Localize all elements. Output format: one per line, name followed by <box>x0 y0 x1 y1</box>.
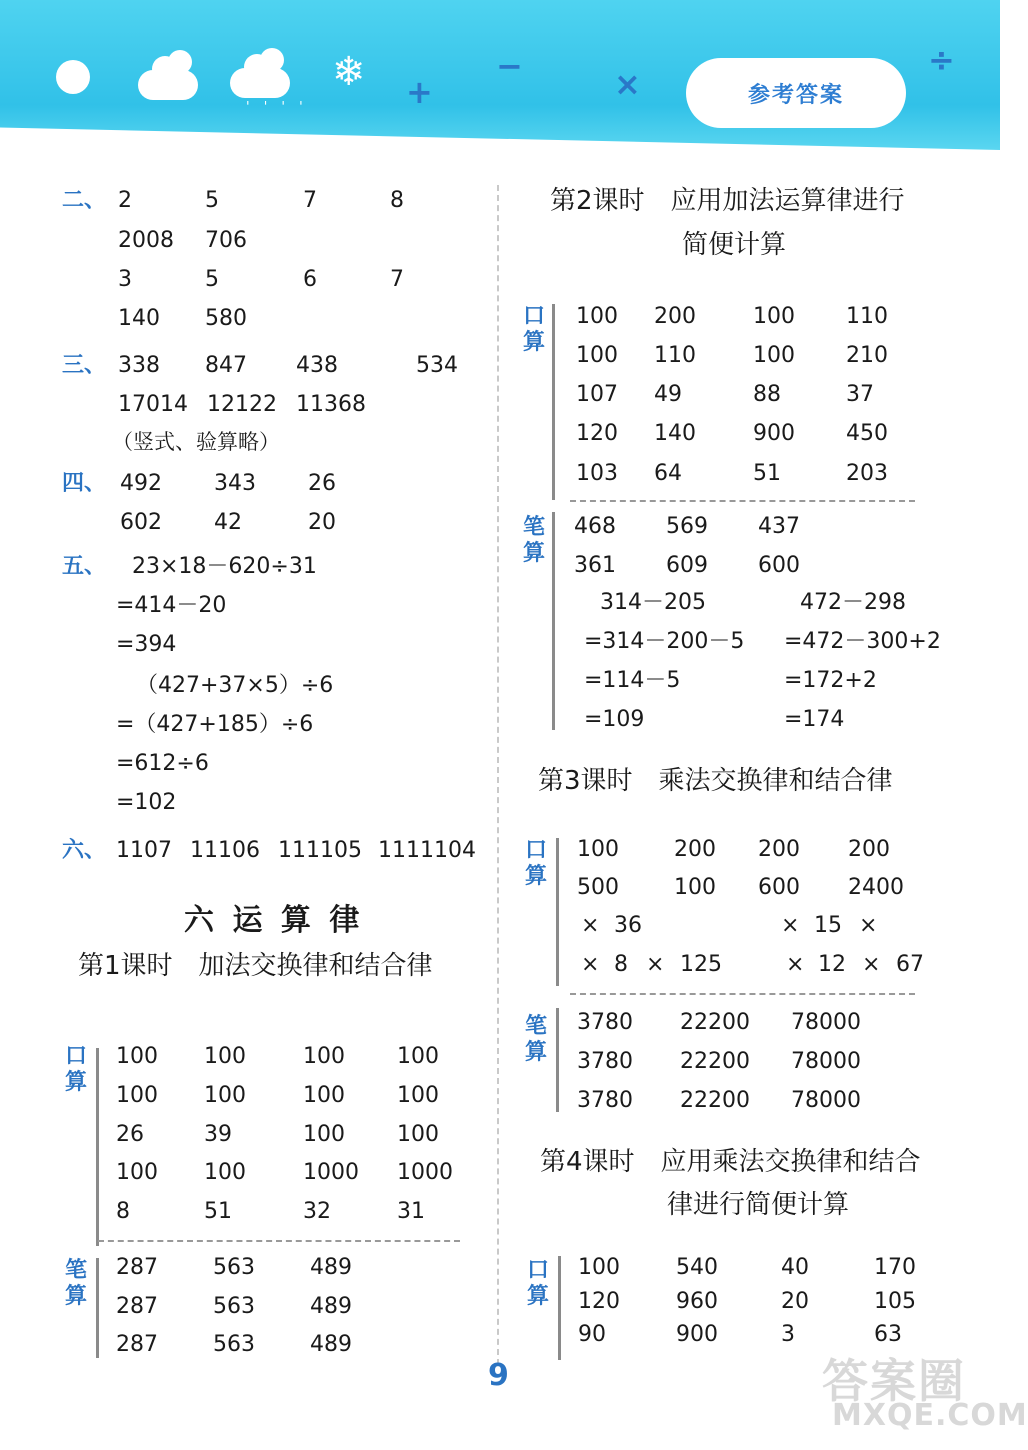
answer-value: 78000 <box>791 1049 861 1074</box>
answer-value: 100 <box>116 1160 158 1185</box>
answer-value: 100 <box>753 304 795 329</box>
equation-line: =109 <box>584 707 645 732</box>
equation-line: =102 <box>116 790 177 815</box>
minus-icon: − <box>496 47 523 85</box>
answer-value: 960 <box>676 1289 718 1314</box>
sun-icon <box>56 60 90 94</box>
answer-value: 51 <box>204 1199 232 1224</box>
answer-value: 343 <box>214 471 256 496</box>
answer-value: 111105 <box>278 838 362 863</box>
answer-value: 140 <box>654 421 696 446</box>
answer-value: 100 <box>303 1122 345 1147</box>
answer-value: 105 <box>874 1289 916 1314</box>
answer-value: 2008 <box>118 228 174 253</box>
answer-value: 39 <box>204 1122 232 1147</box>
answer-value: 120 <box>578 1289 620 1314</box>
section-separator <box>570 500 915 502</box>
written-calc-label: 笔 算 <box>522 515 545 566</box>
answer-value: 42 <box>214 510 242 535</box>
lesson-4-title-cont: 律进行简便计算 <box>667 1190 850 1220</box>
answer-value: 100 <box>397 1083 439 1108</box>
answer-value: 3780 <box>577 1049 633 1074</box>
answer-value: 200 <box>848 837 890 862</box>
answer-value: 100 <box>576 304 618 329</box>
fill-symbol: × <box>581 952 600 977</box>
answer-value: 88 <box>753 382 781 407</box>
answer-value: 563 <box>213 1294 255 1319</box>
answer-value: 103 <box>576 461 618 486</box>
fill-value: 12 <box>818 952 846 977</box>
answer-value: 78000 <box>791 1088 861 1113</box>
written-calc-label: 笔 算 <box>64 1258 87 1309</box>
fill-value: 125 <box>680 952 722 977</box>
answer-value: 120 <box>576 421 618 446</box>
answer-value: 22200 <box>680 1010 750 1035</box>
answer-value: 563 <box>213 1332 255 1357</box>
answer-value: 51 <box>753 461 781 486</box>
answer-value: 492 <box>120 471 162 496</box>
answer-value: 3780 <box>577 1010 633 1035</box>
equation-line: （427+37×5）÷6 <box>136 673 334 698</box>
answer-value: 100 <box>397 1044 439 1069</box>
answer-value: 2 <box>118 188 132 213</box>
answer-value: 500 <box>577 875 619 900</box>
watermark-logo: 答案圈 <box>822 1354 966 1408</box>
lesson-2-title: 第2课时 应用加法运算律进行 <box>550 186 905 216</box>
equation-line: =414－20 <box>116 593 227 618</box>
answer-value: 100 <box>204 1083 246 1108</box>
answer-value: 1000 <box>397 1160 453 1185</box>
oral-calc-label: 口 算 <box>526 1258 549 1309</box>
lesson-1-title: 第1课时 加法交换律和结合律 <box>78 951 433 981</box>
answer-value: 100 <box>674 875 716 900</box>
equation-line: 23×18－620÷31 <box>132 554 317 579</box>
fill-symbol: × <box>862 952 881 977</box>
answer-value: 569 <box>666 514 708 539</box>
answer-value: 580 <box>205 306 247 331</box>
fill-value: 8 <box>614 952 628 977</box>
column-divider <box>497 185 499 1365</box>
answer-value: 11106 <box>190 838 260 863</box>
answer-key-badge <box>686 58 906 128</box>
equation-line: =（427+185）÷6 <box>116 712 314 737</box>
answer-value: 40 <box>781 1255 809 1280</box>
cloud-icon <box>138 70 198 100</box>
answer-value: 26 <box>116 1122 144 1147</box>
answer-value: 200 <box>674 837 716 862</box>
page-number: 9 <box>488 1358 509 1393</box>
answer-value: 22200 <box>680 1049 750 1074</box>
answer-value: 600 <box>758 875 800 900</box>
answer-value: 489 <box>310 1255 352 1280</box>
section-5-marker: 五、 <box>62 554 107 579</box>
plus-icon: + <box>406 73 433 111</box>
fill-symbol: × <box>786 952 805 977</box>
equation-line: =472－300+2 <box>784 629 941 654</box>
answer-value: 12122 <box>207 392 277 417</box>
answer-value: 64 <box>654 461 682 486</box>
answer-value: 438 <box>296 353 338 378</box>
answer-value: 602 <box>120 510 162 535</box>
answer-value: 5 <box>205 267 219 292</box>
answer-value: 540 <box>676 1255 718 1280</box>
answer-value: 2400 <box>848 875 904 900</box>
fill-value: 67 <box>896 952 924 977</box>
equation-line: 314－205 <box>600 590 706 615</box>
answer-value: 287 <box>116 1255 158 1280</box>
answer-value: 600 <box>758 553 800 578</box>
answer-value: 100 <box>116 1044 158 1069</box>
bracket-line <box>556 838 559 986</box>
answer-value: 847 <box>205 353 247 378</box>
section-3-marker: 三、 <box>62 353 107 378</box>
equation-line: =394 <box>116 632 177 657</box>
equation-line: =612÷6 <box>116 751 209 776</box>
answer-value: 140 <box>118 306 160 331</box>
answer-key-label: 参考答案 <box>747 82 844 108</box>
answer-value: 110 <box>654 343 696 368</box>
bracket-line <box>558 1256 561 1360</box>
note-text: （竖式、验算略） <box>112 430 280 454</box>
answer-value: 609 <box>666 553 708 578</box>
times-icon: × <box>614 65 641 103</box>
answer-value: 287 <box>116 1332 158 1357</box>
answer-value: 32 <box>303 1199 331 1224</box>
answer-value: 8 <box>116 1199 130 1224</box>
section-4-marker: 四、 <box>62 471 107 496</box>
answer-value: 63 <box>874 1322 902 1347</box>
answer-value: 210 <box>846 343 888 368</box>
answer-value: 3 <box>781 1322 795 1347</box>
answer-value: 900 <box>753 421 795 446</box>
answer-value: 489 <box>310 1332 352 1357</box>
oral-calc-label: 口 算 <box>64 1044 87 1095</box>
bracket-line <box>556 1008 559 1112</box>
answer-value: 1000 <box>303 1160 359 1185</box>
answer-value: 100 <box>753 343 795 368</box>
snowflake-icon: ❄ <box>332 49 366 95</box>
answer-value: 31 <box>397 1199 425 1224</box>
section-separator <box>98 1240 460 1242</box>
fill-symbol: × <box>781 913 800 938</box>
watermark-url: MXQE.COM <box>832 1398 1028 1433</box>
answer-value: 49 <box>654 382 682 407</box>
answer-value: 100 <box>303 1044 345 1069</box>
answer-value: 20 <box>781 1289 809 1314</box>
lesson-3-title: 第3课时 乘法交换律和结合律 <box>538 766 893 796</box>
lesson-4-title: 第4课时 应用乘法交换律和结合 <box>540 1147 921 1177</box>
section-2-marker: 二、 <box>62 188 107 213</box>
answer-value: 7 <box>390 267 404 292</box>
answer-value: 450 <box>846 421 888 446</box>
answer-value: 5 <box>205 188 219 213</box>
answer-value: 110 <box>846 304 888 329</box>
bracket-line <box>552 512 555 730</box>
answer-value: 100 <box>204 1044 246 1069</box>
fill-symbol: × <box>581 913 600 938</box>
answer-value: 100 <box>116 1083 158 1108</box>
answer-value: 1111104 <box>378 838 476 863</box>
answer-value: 437 <box>758 514 800 539</box>
answer-value: 170 <box>874 1255 916 1280</box>
equation-line: 472－298 <box>800 590 906 615</box>
answer-value: 11368 <box>296 392 366 417</box>
equation-line: =174 <box>784 707 845 732</box>
fill-value: 36 <box>614 913 642 938</box>
answer-value: 3 <box>118 267 132 292</box>
answer-value: 107 <box>576 382 618 407</box>
answer-value: 7 <box>303 188 317 213</box>
answer-value: 203 <box>846 461 888 486</box>
answer-value: 563 <box>213 1255 255 1280</box>
equation-line: =314－200－5 <box>584 629 745 654</box>
answer-value: 287 <box>116 1294 158 1319</box>
answer-value: 1107 <box>116 838 172 863</box>
answer-value: 100 <box>576 343 618 368</box>
equation-line: =114－5 <box>584 668 681 693</box>
section-separator <box>570 993 915 995</box>
answer-value: 37 <box>846 382 874 407</box>
answer-value: 6 <box>303 267 317 292</box>
fill-symbol: × <box>646 952 665 977</box>
rain-cloud-icon <box>230 68 290 98</box>
oral-calc-label: 口 算 <box>524 838 547 889</box>
answer-value: 706 <box>205 228 247 253</box>
divide-icon: ÷ <box>928 41 955 79</box>
lesson-2-title-cont: 简便计算 <box>682 230 787 260</box>
bracket-line <box>96 1048 99 1246</box>
answer-value: 3780 <box>577 1088 633 1113</box>
answer-value: 8 <box>390 188 404 213</box>
oral-calc-label: 口 算 <box>522 304 545 355</box>
answer-value: 338 <box>118 353 160 378</box>
answer-value: 100 <box>204 1160 246 1185</box>
answer-value: 90 <box>578 1322 606 1347</box>
answer-value: 100 <box>303 1083 345 1108</box>
section-6-marker: 六、 <box>62 838 107 863</box>
answer-value: 100 <box>397 1122 439 1147</box>
bracket-line <box>96 1258 99 1358</box>
bracket-line <box>552 304 555 500</box>
answer-value: 78000 <box>791 1010 861 1035</box>
answer-value: 361 <box>574 553 616 578</box>
answer-value: 100 <box>577 837 619 862</box>
answer-value: 26 <box>308 471 336 496</box>
fill-symbol: × <box>859 913 878 938</box>
answer-value: 20 <box>308 510 336 535</box>
written-calc-label: 笔 算 <box>524 1014 547 1065</box>
rain-icon: ' ' ' ' <box>246 100 308 115</box>
answer-value: 489 <box>310 1294 352 1319</box>
answer-value: 17014 <box>118 392 188 417</box>
answer-value: 200 <box>758 837 800 862</box>
equation-line: =172+2 <box>784 668 877 693</box>
fill-value: 15 <box>814 913 842 938</box>
answer-value: 100 <box>578 1255 620 1280</box>
answer-value: 534 <box>416 353 458 378</box>
answer-value: 468 <box>574 514 616 539</box>
answer-value: 900 <box>676 1322 718 1347</box>
answer-value: 200 <box>654 304 696 329</box>
unit-title: 六 运 算 律 <box>184 903 364 938</box>
answer-value: 22200 <box>680 1088 750 1113</box>
